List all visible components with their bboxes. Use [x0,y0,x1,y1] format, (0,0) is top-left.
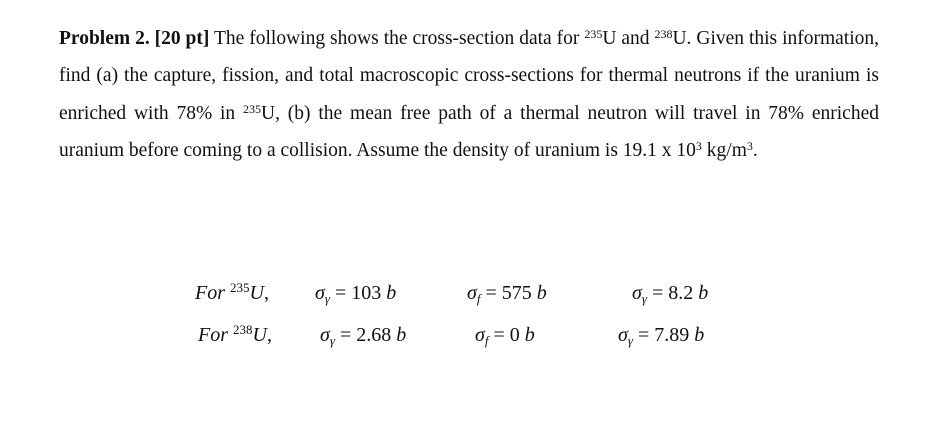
isotope-mass: 238 [233,321,253,337]
fission-cross-section [475,324,535,347]
units-exponent: 3 [746,139,753,154]
final-period: . [752,140,758,162]
comma: , [266,324,272,346]
problem-intro: The following shows the cross-section data for [209,28,585,49]
for-word: For [195,282,225,304]
unit-barn: b [536,282,547,304]
problem-body-1: . Given this information, find (a) the capture, fission, and total macroscopic cross-sections for thermal neutrons if the uranium is enriched with 78% in [59,28,880,124]
density-units: kg/m [701,140,747,162]
third-value: = 7.89 [638,324,690,346]
row-label [195,279,269,305]
f-subscript: f [484,332,489,348]
f-subscript: f [476,290,481,306]
isotope-mass: 235 [230,279,250,295]
isotope-235-mass: 235 [584,27,603,41]
third-cross-section [632,282,708,305]
isotope-symbol: U [261,102,276,124]
sigma-symbol: σ [618,324,628,346]
row-label [198,321,272,347]
for-word: For [198,324,228,346]
problem-heading: Problem 2. [20 pt] [59,28,210,49]
unit-barn: b [396,324,407,346]
fission-cross-section [467,282,547,305]
sigma-symbol: σ [320,324,330,346]
density-exponent: 3 [695,139,702,154]
unit-barn: b [694,324,705,346]
isotope-symbol: U [252,324,267,346]
capture-value: = 2.68 [340,324,392,346]
fission-value: = 0 [493,324,520,346]
third-cross-section [618,324,704,347]
data-row-238 [195,321,755,366]
isotope-235-mass: 235 [243,101,262,116]
capture-value: = 103 [335,282,382,304]
unit-barn: b [386,282,397,304]
unit-barn: b [524,324,535,346]
data-row-235 [195,279,755,324]
sigma-symbol: σ [467,282,477,304]
gamma-subscript: γ [627,332,633,348]
cross-section-data [195,279,755,366]
problem-statement [59,20,879,170]
capture-cross-section [320,324,406,347]
sigma-symbol: σ [315,282,325,304]
problem-body-2: , (b) the mean free path of a thermal neutron will travel in 78% enriched uranium before coming to a collision. Assume the density of uranium is 19.1 x 10 [59,102,879,162]
isotope-symbol: U [672,28,687,49]
gamma-subscript: γ [324,290,330,306]
fission-value: = 575 [485,282,532,304]
third-value: = 8.2 [652,282,694,304]
isotope-238-mass: 238 [654,27,673,41]
unit-barn: b [698,282,709,304]
isotope-symbol: U [249,282,264,304]
isotope-symbol: U [602,28,617,49]
comma: , [263,282,269,304]
sigma-symbol: σ [632,282,642,304]
gamma-subscript: γ [641,290,647,306]
capture-cross-section [315,282,396,305]
gamma-subscript: γ [329,332,335,348]
sigma-symbol: σ [475,324,485,346]
and-text: and [616,28,655,49]
